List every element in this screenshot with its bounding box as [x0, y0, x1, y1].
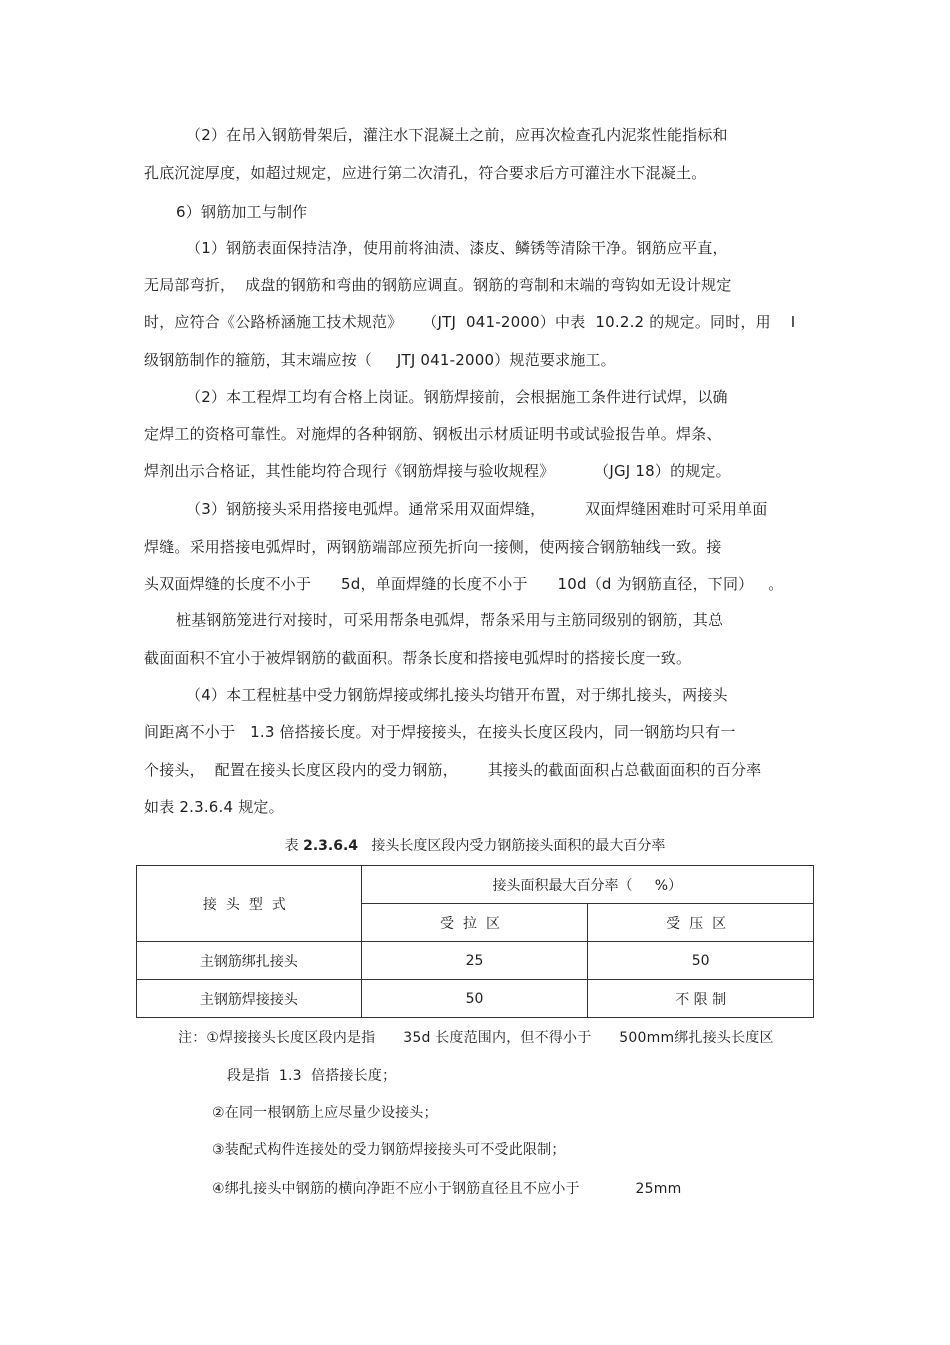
paragraph-line: （4）本工程桩基中受力钢筋焊接或绑扎接头均错开布置，对于绑扎接头，两接头 — [186, 686, 728, 704]
table-caption — [0, 836, 950, 856]
paragraph-line: 截面面积不宜小于被焊钢筋的截面积。帮条长度和搭接电弧焊时的搭接长度一致。 — [144, 649, 692, 667]
paragraph-line: 孔底沉淀厚度，如超过规定，应进行第二次清孔，符合要求后方可灌注水下混凝土。 — [144, 164, 707, 182]
table-row — [137, 980, 814, 1018]
header-tension-zone: 受拉区 — [361, 904, 588, 942]
cell-joint-type: 主钢筋焊接接头 — [137, 980, 362, 1018]
note-line: 注：①焊接接头长度区段内是指 35d 长度范围内，但不得小于 500mm绑扎接头长度区 — [178, 1030, 774, 1046]
note-line: 段是指 1.3 倍搭接长度； — [227, 1068, 397, 1084]
paragraph-line: 焊剂出示合格证，其性能均符合现行《钢筋焊接与验收规程》 （JGJ 18）的规定。 — [144, 462, 731, 480]
paragraph-line: 间距离不小于 1.3 倍搭接长度。对于焊接接头，在接头长度区段内，同一钢筋均只有一 — [144, 723, 736, 741]
cell-compression: 50 — [588, 942, 814, 980]
table-caption-prefix: 表 — [284, 838, 304, 854]
note-line: ③装配式构件连接处的受力钢筋焊接接头可不受此限制； — [212, 1142, 566, 1158]
header-max-percentage: 接头面积最大百分率（ %） — [361, 866, 813, 904]
note-line: ②在同一根钢筋上应尽量少设接头； — [212, 1105, 438, 1121]
paragraph-line: 时，应符合《公路桥涵施工技术规范》 （JTJ 041-2000）中表 10.2.2 的规定。同时，用 I — [144, 313, 796, 331]
paragraph-line: 桩基钢筋笼进行对接时，可采用帮条电弧焊，帮条采用与主筋同级别的钢筋，其总 — [176, 611, 724, 629]
cell-compression: 不 限 制 — [588, 980, 814, 1018]
paragraph-line: 如表 2.3.6.4 规定。 — [144, 798, 284, 816]
joint-percentage-table — [136, 865, 814, 1018]
paragraph-line: 级钢筋制作的箍筋，其末端应按（ JTJ 041-2000）规范要求施工。 — [144, 351, 616, 369]
section-heading: 6）钢筋加工与制作 — [176, 203, 308, 221]
header-compression-zone: 受压区 — [588, 904, 814, 942]
paragraph-line: （2）本工程焊工均有合格上岗证。钢筋焊接前，会根据施工条件进行试焊，以确 — [186, 388, 728, 406]
cell-joint-type: 主钢筋绑扎接头 — [137, 942, 362, 980]
table-caption-text: 接头长度区段内受力钢筋接头面积的最大百分率 — [358, 838, 666, 854]
header-joint-type: 接头型式 — [137, 866, 362, 942]
paragraph-line: 焊缝。采用搭接电弧焊时，两钢筋端部应预先折向一接侧，使两接合钢筋轴线一致。接 — [144, 538, 722, 556]
table-header-row — [137, 866, 814, 904]
paragraph-line: （1）钢筋表面保持洁净，使用前将油渍、漆皮、鳞锈等清除干净。钢筋应平直， — [186, 239, 728, 257]
note-line: ④绑扎接头中钢筋的横向净距不应小于钢筋直径且不应小于 25mm — [212, 1181, 682, 1197]
paragraph-line: 无局部弯折， 成盘的钢筋和弯曲的钢筋应调直。钢筋的弯制和末端的弯钩如无设计规定 — [144, 276, 732, 294]
paragraph-line: 个接头， 配置在接头长度区段内的受力钢筋， 其接头的截面面积占总截面面积的百分率 — [144, 761, 762, 779]
paragraph-line: 头双面焊缝的长度不小于 5d，单面焊缝的长度不小于 10d（d 为钢筋直径，下同） 。 — [144, 575, 784, 593]
cell-tension: 50 — [361, 980, 588, 1018]
paragraph-line: （2）在吊入钢筋骨架后，灌注水下混凝土之前，应再次检查孔内泥浆性能指标和 — [186, 126, 728, 144]
table-caption-number: 2.3.6.4 — [303, 838, 358, 854]
table-row — [137, 942, 814, 980]
paragraph-line: （3）钢筋接头采用搭接电弧焊。通常采用双面焊缝， 双面焊缝困难时可采用单面 — [186, 500, 768, 518]
paragraph-line: 定焊工的资格可靠性。对施焊的各种钢筋、钢板出示材质证明书或试验报告单。焊条、 — [144, 425, 722, 443]
cell-tension: 25 — [361, 942, 588, 980]
